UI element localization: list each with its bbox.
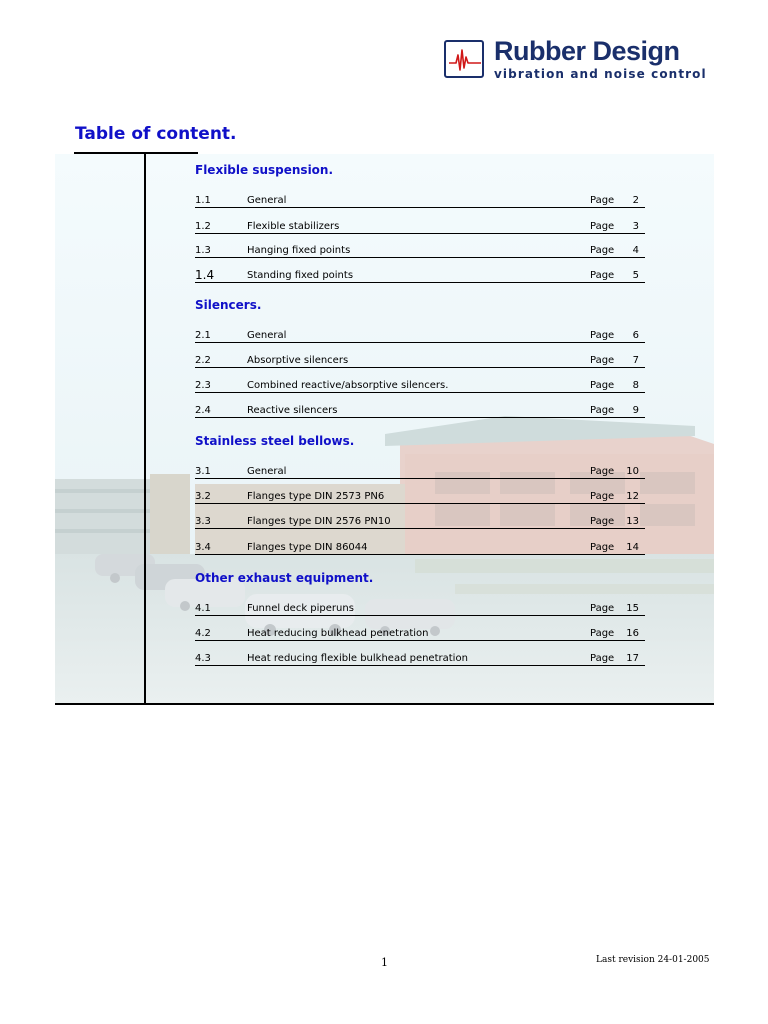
- toc-entry-label: General: [247, 466, 287, 477]
- toc-entry-page-label: Page: [590, 466, 615, 477]
- toc-entry-page-label: Page: [590, 653, 615, 664]
- toc-entry-page-number: 6: [632, 330, 639, 341]
- logo-title: Rubber Design: [494, 36, 680, 66]
- toc-entry-number: 2.2: [195, 355, 211, 366]
- toc-entry-number: 3.4: [195, 542, 211, 553]
- toc-entry-underline: [195, 528, 645, 529]
- toc-entry-page-number: 7: [632, 355, 639, 366]
- logo-tagline: vibration and noise control: [494, 67, 707, 81]
- toc-entry-underline: [195, 342, 645, 343]
- toc-entry-number: 1.4: [195, 268, 215, 282]
- toc-entry-label: Flanges type DIN 2573 PN6: [247, 491, 385, 502]
- toc-entry-page-number: 5: [632, 270, 639, 281]
- toc-entry-page-label: Page: [590, 380, 615, 391]
- toc-entry-number: 4.2: [195, 628, 211, 639]
- toc-entry-underline: [195, 257, 645, 258]
- toc-entry-page-label: Page: [590, 221, 615, 232]
- toc-entry-number: 1.2: [195, 221, 211, 232]
- section-title: Other exhaust equipment.: [195, 571, 374, 585]
- toc-entry[interactable]: [195, 195, 645, 209]
- section-title: Stainless steel bellows.: [195, 434, 355, 448]
- toc-entry-number: 2.1: [195, 330, 211, 341]
- toc-entry-underline: [195, 665, 645, 666]
- toc-entry-label: Flanges type DIN 2576 PN10: [247, 516, 391, 527]
- toc-entry-underline: [195, 282, 645, 283]
- toc-entry-page-number: 17: [626, 653, 639, 664]
- toc-entry-label: Standing fixed points: [247, 270, 354, 281]
- toc-entry[interactable]: [195, 491, 645, 505]
- toc-entry-page-number: 10: [626, 466, 639, 477]
- toc-entry-underline: [195, 503, 645, 504]
- toc-entry[interactable]: [195, 628, 645, 642]
- toc-entry-label: Combined reactive/absorptive silencers.: [247, 380, 449, 391]
- section-title: Silencers.: [195, 298, 262, 312]
- toc-entry-label: Reactive silencers: [247, 405, 338, 416]
- toc-entry-label: Absorptive silencers: [247, 355, 349, 366]
- toc-entry[interactable]: [195, 380, 645, 394]
- toc-entry[interactable]: [195, 270, 645, 284]
- toc-entry-label: Funnel deck piperuns: [247, 603, 354, 614]
- toc-entry-page-label: Page: [590, 491, 615, 502]
- toc-entry-number: 3.1: [195, 466, 211, 477]
- toc-entry-number: 4.1: [195, 603, 211, 614]
- toc-entry-page-number: 13: [626, 516, 639, 527]
- toc-entry-underline: [195, 640, 645, 641]
- toc-entry-label: Flanges type DIN 86044: [247, 542, 368, 553]
- toc-entry-page-number: 3: [632, 221, 639, 232]
- toc-entry-page-label: Page: [590, 245, 615, 256]
- page-title: Table of content.: [75, 124, 237, 144]
- toc-entry[interactable]: [195, 516, 645, 530]
- toc-entry-underline: [195, 615, 645, 616]
- toc-entry-label: General: [247, 330, 287, 341]
- toc-entry-underline: [195, 233, 645, 234]
- toc-entry-page-label: Page: [590, 270, 615, 281]
- toc-entry[interactable]: [195, 466, 645, 480]
- company-logo: [444, 36, 707, 84]
- toc-entry-page-number: 14: [626, 542, 639, 553]
- section-title: Flexible suspension.: [195, 163, 334, 177]
- toc-entry-page-label: Page: [590, 405, 615, 416]
- toc-entry-underline: [195, 367, 645, 368]
- toc-entry-page-label: Page: [590, 603, 615, 614]
- toc-entry-number: 1.1: [195, 195, 211, 206]
- toc-entry-number: 2.4: [195, 405, 211, 416]
- toc-entry-number: 1.3: [195, 245, 211, 256]
- toc-entry-underline: [195, 417, 645, 418]
- toc-entry-page-label: Page: [590, 330, 615, 341]
- toc-entry-underline: [195, 478, 645, 479]
- background-photo: [55, 154, 714, 704]
- bottom-divider: [55, 703, 714, 705]
- toc-entry-page-number: 16: [626, 628, 639, 639]
- toc-entry-underline: [195, 207, 645, 208]
- footer-page-number: 1: [381, 956, 388, 969]
- toc-entry-page-label: Page: [590, 355, 615, 366]
- toc-entry-label: General: [247, 195, 287, 206]
- toc-entry-page-number: 15: [626, 603, 639, 614]
- toc-entry-page-number: 4: [632, 245, 639, 256]
- toc-entry[interactable]: [195, 653, 645, 667]
- toc-entry[interactable]: [195, 245, 645, 259]
- toc-entry-underline: [195, 392, 645, 393]
- toc-entry[interactable]: [195, 405, 645, 419]
- toc-entry[interactable]: [195, 221, 645, 235]
- toc-entry[interactable]: [195, 603, 645, 617]
- toc-entry-page-number: 2: [632, 195, 639, 206]
- toc-entry[interactable]: [195, 330, 645, 344]
- waveform-icon: [444, 40, 484, 78]
- toc-entry-number: 2.3: [195, 380, 211, 391]
- toc-entry-page-number: 9: [632, 405, 639, 416]
- toc-entry-page-number: 8: [632, 380, 639, 391]
- toc-entry-label: Flexible stabilizers: [247, 221, 340, 232]
- toc-entry-label: Heat reducing flexible bulkhead penetration: [247, 653, 468, 664]
- toc-entry-number: 4.3: [195, 653, 211, 664]
- toc-entry-page-label: Page: [590, 195, 615, 206]
- vertical-divider: [144, 152, 146, 705]
- footer-revision: Last revision 24-01-2005: [596, 955, 710, 965]
- toc-entry-page-label: Page: [590, 628, 615, 639]
- toc-entry-underline: [195, 554, 645, 555]
- toc-entry-page-number: 12: [626, 491, 639, 502]
- toc-entry[interactable]: [195, 542, 645, 556]
- toc-entry-number: 3.3: [195, 516, 211, 527]
- toc-entry-page-label: Page: [590, 542, 615, 553]
- toc-entry-number: 3.2: [195, 491, 211, 502]
- toc-entry-label: Hanging fixed points: [247, 245, 351, 256]
- toc-entry-label: Heat reducing bulkhead penetration: [247, 628, 429, 639]
- toc-entry-page-label: Page: [590, 516, 615, 527]
- toc-entry[interactable]: [195, 355, 645, 369]
